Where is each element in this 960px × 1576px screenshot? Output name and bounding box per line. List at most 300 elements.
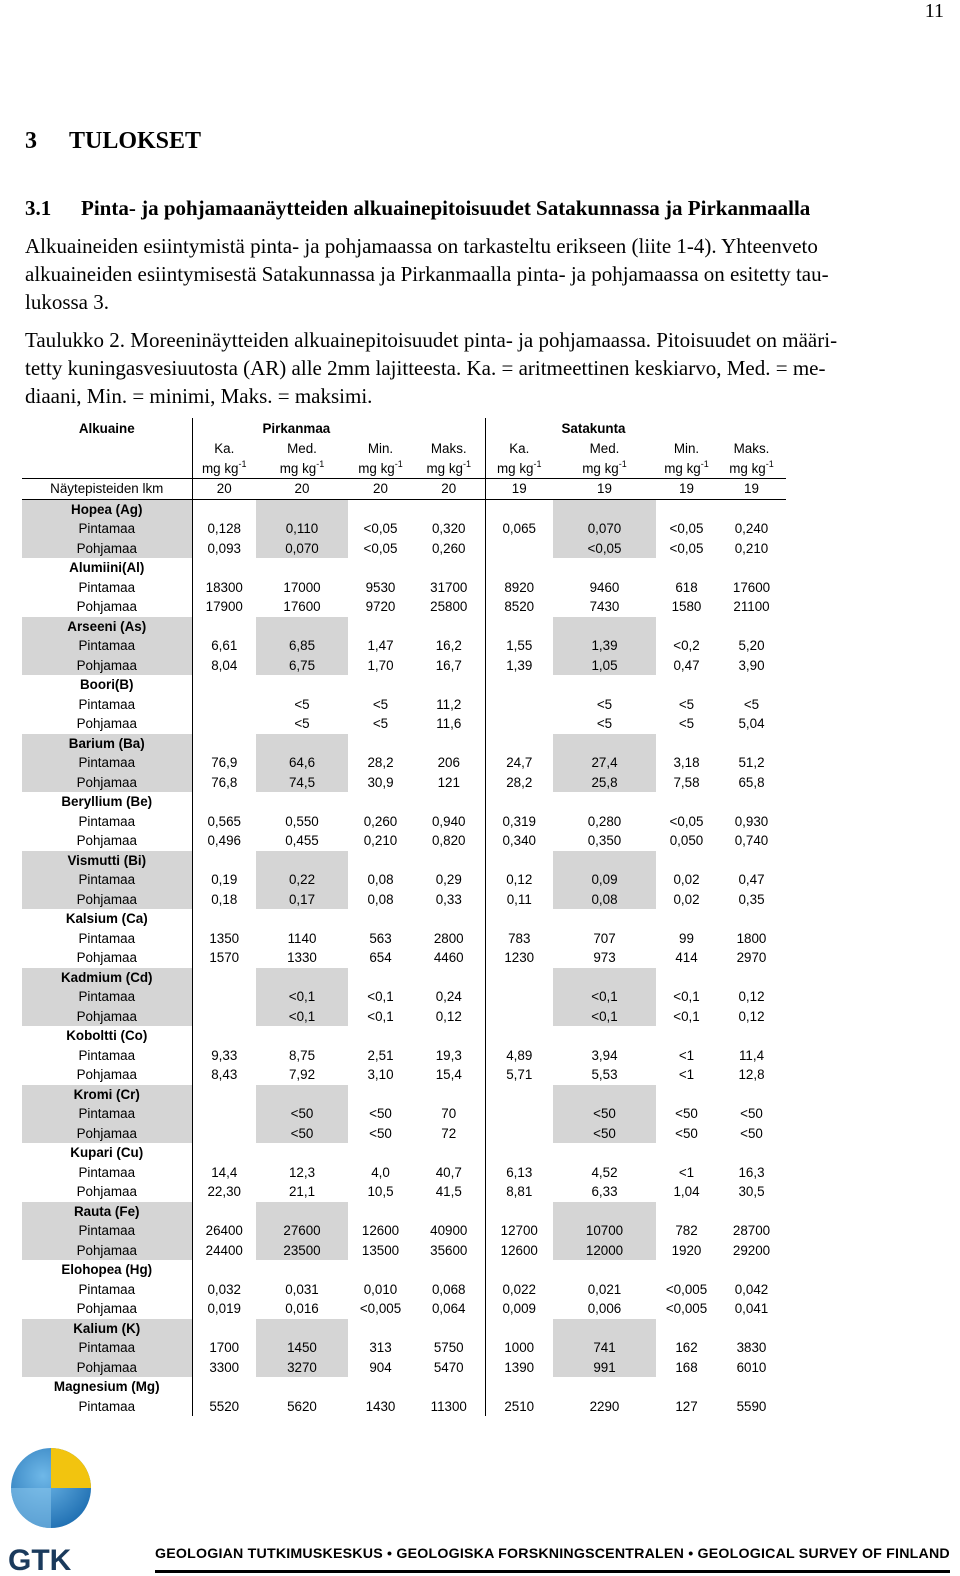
table-cell: 2800: [413, 929, 485, 949]
table-cell: 0,02: [673, 891, 700, 907]
table-cell: [717, 851, 786, 871]
element-name: Alumiini(Al): [22, 558, 192, 578]
table-cell: <0,1: [553, 987, 656, 1007]
row-label: Pintamaa: [22, 636, 192, 656]
table-cell: 127: [675, 1398, 698, 1414]
unit-exponent: -1: [238, 458, 247, 469]
table-cell: [256, 675, 348, 695]
table-cell: 25800: [413, 597, 485, 617]
table-cell: 74,5: [256, 773, 348, 793]
table-cell: 3300: [209, 1359, 240, 1375]
table-cell: 0,09: [553, 870, 656, 890]
table-cell: 206: [413, 753, 485, 773]
table-cell: [192, 1377, 256, 1397]
table-cell: 0,050: [669, 833, 704, 849]
row-label: Pohjamaa: [22, 656, 192, 676]
table-cell: 28,2: [506, 774, 533, 790]
unit-text: mg kg: [426, 460, 463, 476]
table-cell: [553, 558, 656, 578]
table-cell: 5,04: [738, 716, 765, 732]
table-cell: [413, 499, 485, 519]
unit-text: mg kg: [497, 460, 534, 476]
table-cell: <5: [596, 696, 613, 712]
table-cell: 8,81: [506, 1184, 533, 1200]
table-cell: 618: [675, 579, 698, 595]
table-cell: 0,820: [413, 831, 485, 851]
table-cell: 13500: [361, 1242, 400, 1258]
paragraph-line: Alkuaineiden esiintymistä pinta- ja pohjamaassa on tarkasteltu erikseen (liite 1-4). Yhteenveto: [25, 234, 818, 258]
table-cell: <0,1: [367, 989, 394, 1005]
table-cell: 414: [675, 950, 698, 966]
table-cell: [656, 851, 717, 871]
table-cell: [485, 714, 553, 734]
table-cell: 6,61: [211, 638, 238, 654]
table-cell: 0,29: [413, 870, 485, 890]
table-cell: 64,6: [256, 753, 348, 773]
table-cell: 14,4: [211, 1164, 238, 1180]
table-cell: <0,1: [367, 1008, 394, 1024]
table-cell: 0,065: [502, 521, 536, 537]
table-cell: [717, 1377, 786, 1397]
table-cell: <0,2: [673, 638, 700, 654]
table-cell: [485, 851, 553, 871]
subsection-number: 3.1: [25, 196, 52, 220]
table-cell: [656, 1202, 717, 1222]
table-cell: [717, 675, 786, 695]
table-cell: 21,1: [288, 1184, 316, 1200]
table-cell: 5,71: [506, 1067, 533, 1083]
table-cell: [192, 558, 256, 578]
table-row: [22, 1358, 786, 1378]
stat-header: Maks.: [413, 438, 485, 458]
table-cell: 8,75: [288, 1047, 316, 1063]
table-cell: <0,1: [256, 987, 348, 1007]
table-cell: 7,58: [673, 774, 700, 790]
table-cell: 8,43: [211, 1067, 238, 1083]
footer-rule: [155, 1570, 950, 1573]
stat-header: Maks.: [733, 440, 770, 456]
table-cell: 4,52: [591, 1164, 618, 1180]
element-header-row: [22, 1319, 786, 1339]
table-cell: [413, 558, 485, 578]
table-cell: [192, 1104, 256, 1124]
table-cell: 0,35: [738, 891, 765, 907]
unit-header: [413, 458, 485, 479]
table-cell: <0,1: [673, 989, 700, 1005]
table-cell: [413, 909, 485, 929]
table-cell: 40900: [413, 1221, 485, 1241]
table-row: [22, 539, 786, 559]
element-header-row: [22, 968, 786, 988]
table-cell: 70: [413, 1104, 485, 1124]
table-cell: [485, 539, 553, 559]
table-cell: 0,041: [734, 1301, 769, 1317]
table-cell: [256, 1202, 348, 1222]
table-cell: 8920: [504, 579, 535, 595]
table-cell: [413, 1260, 485, 1280]
row-label: Pohjamaa: [22, 1124, 192, 1144]
table-cell: 5,53: [591, 1067, 618, 1083]
table-row: [22, 1397, 786, 1417]
table-cell: 5,20: [738, 638, 765, 654]
header-row-units: [22, 458, 786, 479]
table-row: [22, 1338, 786, 1358]
row-label: Pintamaa: [22, 987, 192, 1007]
table-body: [22, 418, 786, 1416]
table-cell: [485, 1319, 553, 1339]
table-cell: [348, 909, 413, 929]
row-label: Pintamaa: [22, 578, 192, 598]
table-cell: 35600: [413, 1241, 485, 1261]
table-cell: 5620: [287, 1398, 317, 1414]
table-row: [22, 773, 786, 793]
table-cell: 1230: [504, 950, 535, 966]
unit-exponent: -1: [316, 458, 325, 469]
table-cell: 5520: [209, 1398, 240, 1414]
table-cell: 1,39: [553, 636, 656, 656]
table-cell: 17900: [205, 599, 243, 615]
table-cell: [553, 851, 656, 871]
table-cell: 0,016: [285, 1301, 319, 1317]
table-cell: [485, 1007, 553, 1027]
table-cell: 9720: [365, 599, 396, 615]
table-cell: [656, 1026, 717, 1046]
table-cell: 3,10: [367, 1067, 394, 1083]
row-label: Pohjamaa: [22, 1241, 192, 1261]
footer-item: GEOLOGISKA FORSKNINGSCENTRALEN: [396, 1546, 685, 1562]
table-cell: <50: [553, 1124, 656, 1144]
table-cell: 2970: [736, 950, 767, 966]
table-cell: 29200: [732, 1242, 771, 1258]
table-cell: 7430: [589, 599, 620, 615]
table-cell: <0,005: [665, 1301, 708, 1317]
table-cell: 0,33: [413, 890, 485, 910]
table-cell: [192, 617, 256, 637]
element-header-row: [22, 1085, 786, 1105]
table-cell: [413, 968, 485, 988]
row-label: Pohjamaa: [22, 1182, 192, 1202]
element-header-row: [22, 675, 786, 695]
table-cell: [256, 1260, 348, 1280]
table-cell: [553, 499, 656, 519]
table-cell: 51,2: [738, 755, 765, 771]
table-cell: 19: [656, 479, 717, 500]
table-cell: [348, 1143, 413, 1163]
table-cell: 8,04: [211, 657, 238, 673]
table-cell: 0,240: [734, 521, 769, 537]
table-cell: <50: [675, 1106, 698, 1122]
table-cell: 26400: [205, 1223, 243, 1239]
row-label: Pintamaa: [22, 753, 192, 773]
paragraph-line: alkuaineiden esiintymisestä Satakunnassa ja Pirkanmaalla pinta- ja pohjamaassa on esitetty tau-: [25, 262, 829, 286]
row-label: Pintamaa: [22, 812, 192, 832]
unit-exponent: -1: [618, 458, 627, 469]
table-cell: [192, 851, 256, 871]
table-cell: [717, 1143, 786, 1163]
element-name: Elohopea (Hg): [22, 1260, 192, 1280]
table-cell: 1140: [287, 930, 317, 946]
element-header-row: [22, 909, 786, 929]
table-row: [22, 714, 786, 734]
table-cell: <0,05: [363, 521, 398, 537]
table-cell: [348, 851, 413, 871]
table-cell: [256, 1143, 348, 1163]
table-cell: 1800: [736, 930, 767, 946]
table-cell: [256, 1319, 348, 1339]
table-cell: 168: [675, 1359, 698, 1375]
table-cell: [413, 1026, 485, 1046]
row-label: Pohjamaa: [22, 539, 192, 559]
row-label: Pohjamaa: [22, 1007, 192, 1027]
element-name: Barium (Ba): [22, 734, 192, 754]
table-cell: 7,92: [288, 1067, 316, 1083]
table-cell: 313: [369, 1340, 392, 1356]
table-cell: [348, 1026, 413, 1046]
table-cell: 3,90: [738, 657, 765, 673]
table-cell: 0,032: [207, 1281, 241, 1297]
table-cell: 0,260: [363, 813, 398, 829]
table-cell: [485, 695, 553, 715]
stat-header: Med.: [287, 440, 317, 456]
table-cell: 11,6: [413, 714, 485, 734]
table-cell: 16,3: [738, 1164, 765, 1180]
page-number: 11: [924, 0, 944, 22]
element-name: Vismutti (Bi): [22, 851, 192, 871]
row-label: Pintamaa: [22, 519, 192, 539]
unit-header: [485, 458, 553, 479]
table-cell: 10700: [553, 1221, 656, 1241]
table-cell: [553, 1143, 656, 1163]
unit-text: mg kg: [279, 460, 317, 476]
table-cell: 0,064: [413, 1299, 485, 1319]
table-cell: [656, 617, 717, 637]
table-cell: [348, 558, 413, 578]
table-cell: 17000: [283, 579, 321, 595]
table-cell: 0,280: [587, 813, 622, 829]
table-cell: 1390: [504, 1359, 535, 1375]
table-cell: <0,05: [669, 540, 704, 556]
table-cell: 5470: [413, 1358, 485, 1378]
table-cell: 12000: [553, 1241, 656, 1261]
table-cell: [553, 675, 656, 695]
table-cell: 12600: [361, 1223, 400, 1239]
unit-header: [656, 458, 717, 479]
unit-exponent: -1: [700, 458, 709, 469]
table-cell: [553, 1085, 656, 1105]
table-cell: 23500: [256, 1241, 348, 1261]
table-row: [22, 1299, 786, 1319]
table-cell: [192, 1124, 256, 1144]
table-cell: [348, 617, 413, 637]
table-row: [22, 597, 786, 617]
table-cell: <5: [678, 716, 695, 732]
table-cell: <0,05: [669, 521, 704, 537]
table-cell: 24400: [205, 1242, 243, 1258]
table-cell: <5: [294, 696, 310, 712]
table-cell: [348, 499, 413, 519]
table-cell: [348, 1377, 413, 1397]
table-cell: 1,70: [367, 657, 394, 673]
element-name: Magnesium (Mg): [22, 1377, 192, 1397]
table-cell: [485, 558, 553, 578]
table-cell: <0,005: [665, 1281, 708, 1297]
table-cell: [348, 1085, 413, 1105]
table-cell: <1: [678, 1067, 695, 1083]
table-cell: 31700: [413, 578, 485, 598]
table-cell: [656, 909, 717, 929]
table-row: [22, 1065, 786, 1085]
section-number: 3: [25, 128, 37, 154]
table-cell: [656, 675, 717, 695]
table-row: [22, 812, 786, 832]
table-cell: 0,009: [502, 1301, 536, 1317]
table-cell: 30,5: [738, 1184, 765, 1200]
table-cell: 22,30: [207, 1184, 241, 1200]
table-cell: <50: [740, 1106, 763, 1122]
table-cell: 27,4: [553, 753, 656, 773]
stat-header: Ka.: [509, 440, 530, 456]
table-cell: [192, 1319, 256, 1339]
table-cell: 0,12: [738, 1008, 765, 1024]
table-cell: [553, 1026, 656, 1046]
table-cell: [717, 1085, 786, 1105]
table-cell: [717, 617, 786, 637]
element-header-row: [22, 499, 786, 519]
row-label: Näytepisteiden lkm: [22, 479, 192, 500]
table-cell: [413, 1377, 485, 1397]
element-header-row: [22, 1202, 786, 1222]
table-cell: 741: [553, 1338, 656, 1358]
table-cell: 0,022: [502, 1281, 536, 1297]
stat-header: Min.: [673, 440, 700, 456]
table-cell: 973: [593, 950, 616, 966]
table-row: [22, 656, 786, 676]
table-cell: [485, 499, 553, 519]
table-cell: 0,17: [256, 890, 348, 910]
logo-text: GTK: [8, 1544, 72, 1576]
header-spacer: [22, 438, 192, 458]
table-row: [22, 929, 786, 949]
table-cell: 11300: [413, 1397, 485, 1417]
header-row-stats: [22, 438, 786, 458]
table-row: [22, 695, 786, 715]
table-cell: 19,3: [413, 1046, 485, 1066]
table-cell: 0,565: [207, 813, 241, 829]
table-cell: [192, 792, 256, 812]
table-cell: [553, 909, 656, 929]
table-cell: [485, 968, 553, 988]
unit-header: [256, 458, 348, 479]
table-row: [22, 1124, 786, 1144]
row-label: Pintamaa: [22, 1046, 192, 1066]
table-cell: [192, 1202, 256, 1222]
table-cell: [553, 792, 656, 812]
table-cell: [656, 558, 717, 578]
table-cell: 6,33: [591, 1184, 618, 1200]
table-row: [22, 578, 786, 598]
footer-item: GEOLOGIAN TUTKIMUSKESKUS: [155, 1546, 383, 1562]
group-header-satakunta: Satakunta: [561, 420, 626, 436]
table-cell: 1330: [287, 950, 317, 966]
table-cell: 11,4: [738, 1047, 765, 1063]
table-cell: 65,8: [738, 774, 765, 790]
table-cell: 19: [717, 479, 786, 500]
table-cell: [656, 734, 717, 754]
table-cell: 1450: [256, 1338, 348, 1358]
element-header-row: [22, 734, 786, 754]
table-cell: 1,39: [506, 657, 533, 673]
table-cell: <1: [678, 1164, 695, 1180]
table-cell: 1920: [671, 1242, 702, 1258]
table-cell: 1700: [209, 1340, 240, 1356]
table-cell: [553, 1260, 656, 1280]
table-cell: [348, 968, 413, 988]
table-cell: 0,006: [587, 1301, 622, 1317]
element-concentration-table: [22, 418, 786, 1416]
table-cell: 5750: [413, 1338, 485, 1358]
unit-header: [553, 458, 656, 479]
table-cell: 20: [413, 479, 485, 500]
table-cell: 20: [192, 479, 256, 500]
table-cell: <0,1: [553, 1007, 656, 1027]
table-cell: <0,05: [669, 813, 704, 829]
footer: [155, 1546, 950, 1562]
row-label: Pintamaa: [22, 1280, 192, 1300]
row-label: Pohjamaa: [22, 948, 192, 968]
table-cell: 0,068: [413, 1280, 485, 1300]
table-row: [22, 948, 786, 968]
table-cell: [192, 714, 256, 734]
table-cell: 0,260: [413, 539, 485, 559]
table-cell: 0,128: [207, 521, 241, 537]
table-cell: 904: [369, 1359, 392, 1375]
unit-text: mg kg: [664, 460, 701, 476]
table-cell: <5: [294, 716, 310, 732]
table-cell: 2510: [504, 1398, 535, 1414]
table-cell: 654: [369, 950, 392, 966]
table-cell: 18300: [205, 579, 243, 595]
gtk-logo: [6, 1440, 96, 1576]
table-cell: 991: [553, 1358, 656, 1378]
table-cell: 17600: [283, 599, 321, 615]
table-cell: 17600: [732, 579, 771, 595]
element-header-row: [22, 1377, 786, 1397]
table-cell: [485, 1143, 553, 1163]
element-name: Koboltti (Co): [22, 1026, 192, 1046]
table-cell: [256, 558, 348, 578]
table-cell: [413, 1143, 485, 1163]
footer-item: GEOLOGICAL SURVEY OF FINLAND: [697, 1546, 950, 1562]
table-cell: 1350: [209, 930, 240, 946]
table-cell: [656, 968, 717, 988]
element-name: Rauta (Fe): [22, 1202, 192, 1222]
table-cell: 19: [485, 479, 553, 500]
caption-line: tetty kuningasvesiuutosta (AR) alle 2mm lajitteesta. Ka. = aritmeettinen keskiarvo, Med. = me-: [25, 356, 826, 380]
table-cell: 0,08: [367, 891, 394, 907]
table-cell: 563: [369, 930, 392, 946]
element-name: Beryllium (Be): [22, 792, 192, 812]
table-row: [22, 1163, 786, 1183]
stat-header: Min.: [367, 440, 394, 456]
table-cell: 72: [413, 1124, 485, 1144]
table-cell: 28700: [732, 1223, 771, 1239]
table-cell: 0,496: [207, 833, 241, 849]
table-cell: <50: [256, 1124, 348, 1144]
table-cell: <50: [553, 1104, 656, 1124]
element-name: Kalium (K): [22, 1319, 192, 1339]
table-cell: 20: [256, 479, 348, 500]
table-cell: 0,320: [413, 519, 485, 539]
